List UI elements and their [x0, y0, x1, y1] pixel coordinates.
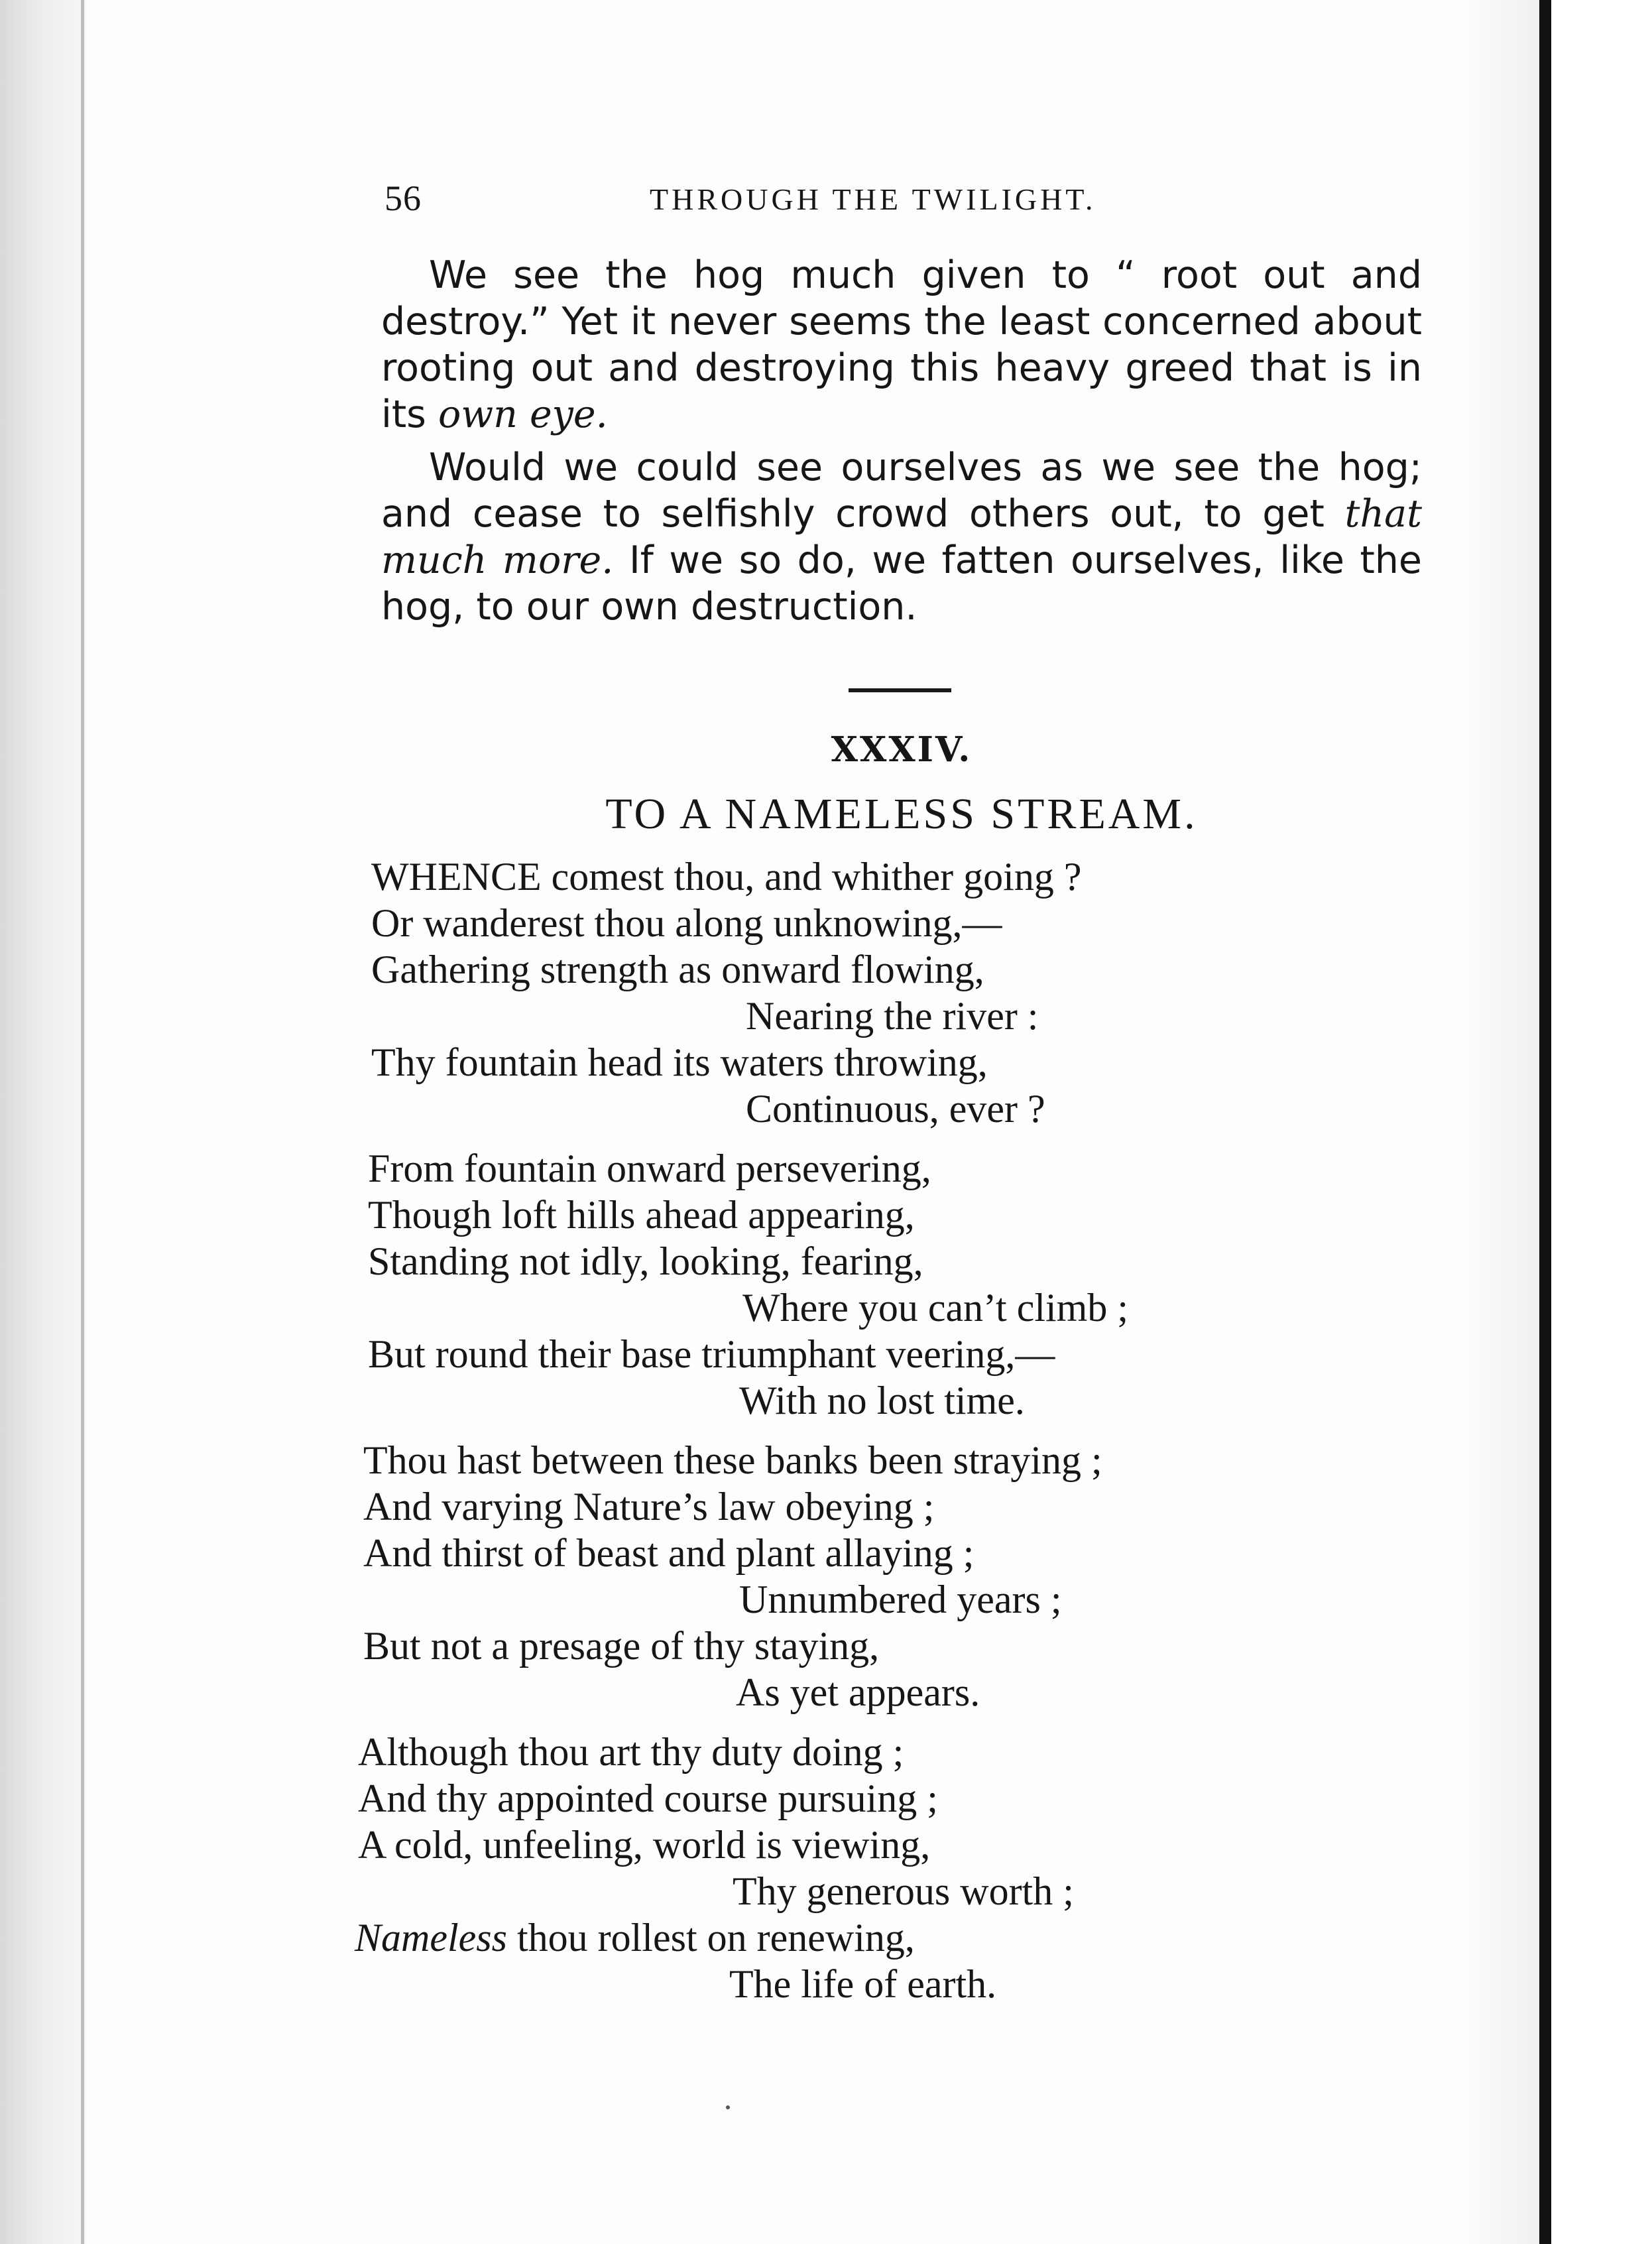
section-number: XXXIV. [831, 729, 973, 770]
paragraph-2-text-b: If we so do, we fatten ourselves, like the hog, to our own destruction. [381, 538, 1422, 629]
paragraph-1-text: We see the hog much given to “ root out and destroy.” Yet it never seems the least concerned about rooting out and destroying this heavy greed that is in its [381, 253, 1422, 436]
paragraph-1 [381, 252, 1422, 438]
poem-line: But not a presage of thy staying, [363, 1624, 880, 1668]
poem-line: Or wanderest thou along unknowing,— [371, 901, 1002, 945]
running-head: THROUGH THE TWILIGHT. [650, 182, 1096, 216]
poem-italic-word: Nameless [355, 1916, 507, 1960]
section-divider-rule [849, 688, 951, 692]
poem-line: Where you can’t climb ; [742, 1286, 1129, 1330]
poem-line: Thou hast between these banks been straying ; [363, 1438, 1102, 1482]
prose-section [381, 252, 1422, 630]
paragraph-2-italic: that much more. [381, 492, 1422, 582]
poem-line: And varying Nature’s law obeying ; [363, 1485, 935, 1528]
poem-line: And thy appointed course pursuing ; [358, 1776, 938, 1820]
poem-line-italic-start [355, 1915, 915, 1961]
poem-line: WHENCE comest thou, and whither going ? [371, 855, 1082, 899]
poem-line: Nearing the river : [746, 994, 1039, 1038]
paragraph-2 [381, 444, 1422, 630]
poem-title: TO A NAMELESS STREAM. [605, 790, 1198, 838]
page-number: 56 [384, 178, 422, 218]
poem-line: Thy fountain head its waters throwing, [371, 1040, 988, 1084]
poem-line: As yet appears. [736, 1670, 980, 1714]
poem-line-rest: thou rollest on renewing, [516, 1916, 915, 1960]
poem-line: Although thou art thy duty doing ; [358, 1730, 904, 1774]
scan-speck [726, 2105, 730, 2109]
poem-line: From fountain onward persevering, [368, 1147, 931, 1190]
poem-line: Though loft hills ahead appearing, [368, 1193, 915, 1237]
poem-line: With no lost time. [739, 1379, 1025, 1422]
page-header [384, 178, 1511, 220]
poem-line: Unnumbered years ; [739, 1578, 1062, 1621]
poem-line: But round their base triumphant veering,— [368, 1332, 1055, 1376]
poem-line: Standing not idly, looking, fearing, [368, 1239, 923, 1283]
paragraph-2-text-a: Would we could see ourselves as we see the hog; and cease to selfishly crowd others out, to get [381, 446, 1422, 536]
poem-line: Continuous, ever ? [746, 1087, 1045, 1131]
paragraph-1-italic: own eye. [438, 393, 608, 436]
poem-line: The life of earth. [729, 1962, 997, 2006]
poem-line: A cold, unfeeling, world is viewing, [358, 1823, 931, 1867]
poem-line: And thirst of beast and plant allaying ; [363, 1531, 974, 1575]
poem-line: Gathering strength as onward flowing, [371, 948, 984, 991]
poem-line: Thy generous worth ; [733, 1869, 1074, 1913]
